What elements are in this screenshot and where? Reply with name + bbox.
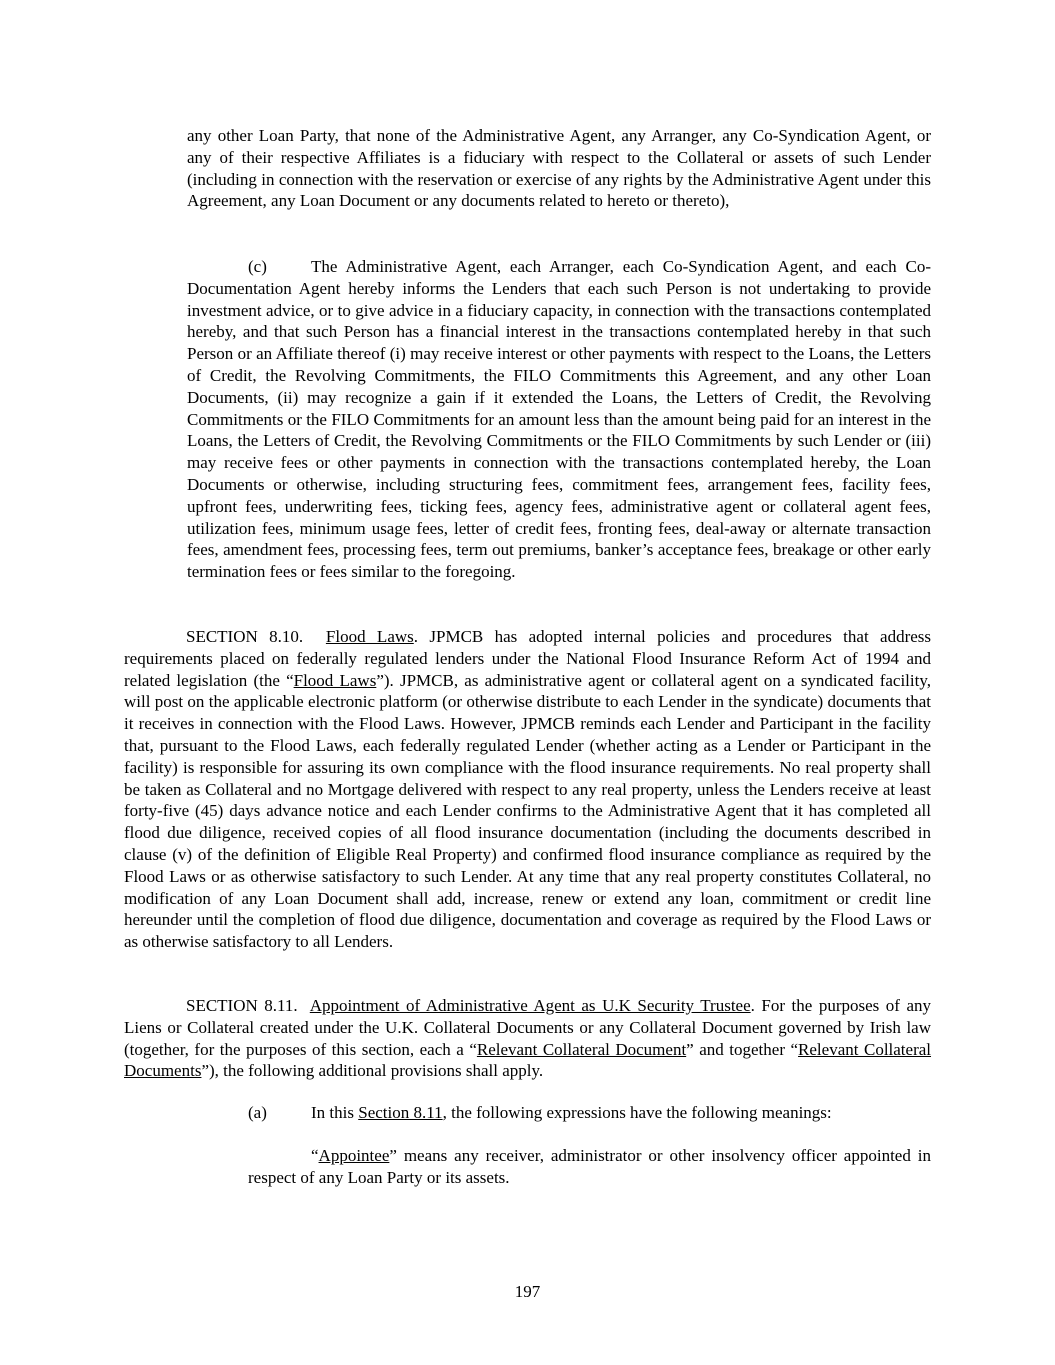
- section-8-10-text-2: ”). JPMCB, as administrative agent or collateral agent on a syndicated facility, will post on the applicable electronic platform (or otherwise distribute to each Lender in the syndicate) documents that it receives in connection with the Flood Laws. However, JPMCB reminds each Lender and Participant in the facility that, pursuant to the Flood Laws, each federally regulated Lender (whether acting as a Lender or Participant in the facility) is responsible for assuring its own compliance with the flood insurance requirements. No real property shall be taken as Collateral and no Mortgage delivered with respect to any real property, unless the Lenders receive at least forty-five (45) days advance notice and each Lender confirms to the Administrative Agent that it has completed all flood due diligence, received copies of all flood insurance documentation (including the documents described in clause (v) of the definition of Eligible Real Property) and confirmed flood insurance compliance as required by the Flood Laws or as otherwise satisfactory to such Lender. At any time that any real property constitutes Collateral, no modification of any Loan Document shall add, increase, renew or extend any loan, commitment or credit line hereunder until the completion of flood due diligence, documentation and coverage as required by the Flood Laws or as otherwise satisfactory to all Lenders.: [124, 670, 932, 952]
- clause-c-body: The Administrative Agent, each Arranger, each Co-Syndication Agent, and each Co-Documentation Agent hereby informs the Lenders that each such Person is not undertaking to provide investment advice, or to give advice in a fiduciary capacity, in connection with the transactions contemplated hereby, and that such Person has a financial interest in the transactions contemplated hereby in that such Person or an Affiliate thereof (i) may receive interest or other payments with respect to the Loans, the Letters of Credit, the Revolving Commitments, the FILO Commitments this Agreement, and any other Loan Documents, (ii) may recognize a gain if it extended the Loans, the Letters of Credit, the Revolving Commitments or the FILO Commitments for an amount less than the amount being paid for an interest in the Loans, the Letters of Credit, the Revolving Commitments or the FILO Commitments by such Lender or (iii) may receive fees or other payments in connection with the transactions contemplated hereby, the Loan Documents or otherwise, including structuring fees, commitment fees, arrangement fees, facility fees, upfront fees, underwriting fees, ticking fees, agency fees, administrative agent or collateral agent fees, utilization fees, minimum usage fees, letter of credit fees, fronting fees, deal-away or alternate transaction fees, amendment fees, processing fees, term out premiums, banker’s acceptance fees, breakage or other early termination fees or fees similar to the foregoing.: [187, 257, 931, 582]
- appointee-definition-body: ” means any receiver, administrator or other insolvency officer appointed in respect of any Loan Party or its assets.: [248, 1146, 931, 1187]
- section-8-10-paragraph: [124, 626, 931, 953]
- section-8-11-text-2: ” and together “: [686, 1039, 799, 1059]
- relevant-collateral-documents-term: Relevant Collateral Documents: [124, 1039, 932, 1081]
- clause-a-label: (a): [248, 1103, 267, 1122]
- section-8-11-text-1: . For the purposes of any Liens or Collateral created under the U.K. Collateral Documents or any Collateral Document governed by Irish law (together, for the purposes of this section, each a “: [124, 996, 932, 1059]
- appointee-definition-paragraph: [248, 1145, 931, 1189]
- section-8-11-text-3: ”), the following additional provisions shall apply.: [201, 1061, 544, 1081]
- section-8-11-paragraph: [124, 995, 931, 1082]
- section-8-11-number: SECTION 8.11.: [186, 996, 298, 1015]
- clause-a-text-1: In this: [311, 1103, 359, 1122]
- clause-c-paragraph: [187, 256, 931, 583]
- clause-c-text: [187, 256, 931, 583]
- section-8-10-number: SECTION 8.10.: [186, 627, 304, 646]
- appointee-open-quote: “: [311, 1146, 319, 1165]
- continuation-paragraph: [187, 125, 931, 212]
- section-8-11-heading: Appointment of Administrative Agent as U.K Security Trustee: [309, 996, 751, 1015]
- clause-c-label: (c): [248, 257, 267, 276]
- section-8-10-text-1: . JPMCB has adopted internal policies and procedures that address requirements placed on federally regulated lenders under the National Flood Insurance Reform Act of 1994 and related legislation (the “: [124, 627, 932, 690]
- section-8-11-reference: Section 8.11: [358, 1103, 443, 1122]
- clause-a-paragraph: [248, 1102, 931, 1124]
- appointee-definition-text: [248, 1145, 931, 1189]
- relevant-collateral-document-term: Relevant Collateral Document: [476, 1039, 687, 1059]
- flood-laws-defined-term: Flood Laws: [293, 670, 377, 690]
- clause-a-text-2: , the following expressions have the following meanings:: [442, 1103, 832, 1122]
- clause-a-text: [248, 1102, 931, 1124]
- section-8-10-text: [124, 626, 931, 953]
- page-number: 197: [514, 1282, 541, 1301]
- section-8-11-text: [124, 995, 931, 1082]
- continuation-text: any other Loan Party, that none of the Administrative Agent, any Arranger, any Co-Syndication Agent, or any of their respective Affiliates is a fiduciary with respect to the Collateral or assets of such Lender (including in connection with the reservation or exercise of any rights by the Administrative Agent under this Agreement, any Loan Document or any documents related to hereto or thereto),: [187, 126, 931, 211]
- appointee-term: Appointee: [318, 1146, 390, 1165]
- section-8-10-heading: Flood Laws: [325, 627, 414, 646]
